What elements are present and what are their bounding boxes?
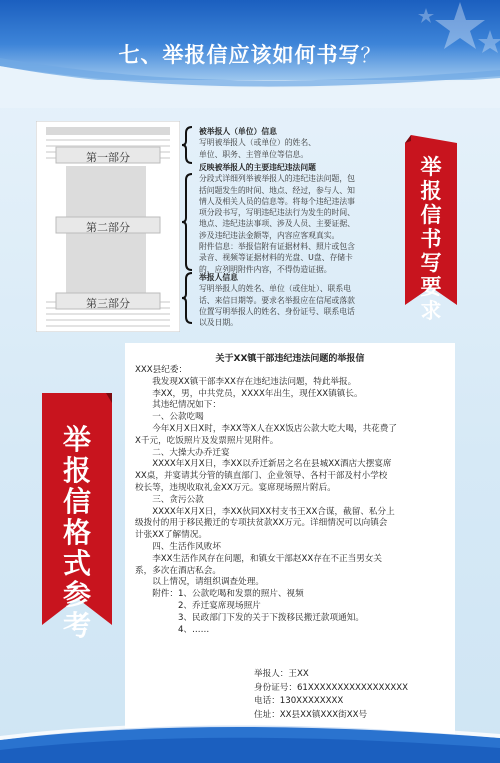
bracket-part-1	[182, 125, 196, 165]
part-label-1: 第一部分	[86, 151, 130, 164]
annotation-3-line: 以及日期。	[199, 318, 238, 328]
signature-line: 电话：130XXXXXXXX	[254, 696, 344, 706]
letter-line: 4、……	[135, 624, 210, 635]
annotation-1-line: 写明被举报人（或单位）的姓名、	[199, 138, 316, 148]
annotation-3-line: 写明举报人的姓名、单位（或住址）、联系电	[199, 284, 352, 294]
letter-line: 我发现XX镇干部李XX存在违纪违法问题，特此举报。	[135, 376, 357, 387]
page-title-text: 七、举报信应该如何书写	[118, 43, 361, 67]
letter-line: XXX县纪委：	[135, 365, 188, 375]
annotation-1-heading: 被举报人（单位）信息	[199, 127, 277, 136]
annotation-2-line: 地点、违纪违法事项、涉及人员、主要证据、	[199, 219, 355, 229]
letter-title: 关于XX镇干部违纪违法问题的举报信	[215, 354, 365, 364]
sample-letter	[125, 343, 455, 753]
annotation-3-heading: 举报人信息	[199, 273, 238, 282]
letter-line: XXXX年X月X日，李XX以乔迁新居之名在县城XX酒店大摆宴席	[135, 459, 392, 470]
annotation-2-line: 分段式详细列举被举报人的违纪违法问题，包	[199, 174, 355, 184]
letter-line: 四、生活作风败坏	[135, 541, 221, 552]
signature-line: 住址：XX县XX镇XXX街XX号	[254, 709, 368, 720]
page-title	[0, 39, 500, 69]
annotation-part-2	[199, 162, 355, 275]
part-label-3: 第三部分	[86, 297, 130, 310]
annotation-2-line: 情人及相关人员的信息等。将每个违纪违法事	[199, 196, 355, 206]
annotation-2-line: 括问题发生的时间、地点、经过，参与人、知	[199, 185, 355, 195]
letter-line: X千元，吃饭照片及发票照片见附件。	[135, 435, 279, 446]
letter-line: XXXX年X月X日，李XX伙同XX村支书王XX合谋，截留、私分上	[135, 506, 395, 517]
letter-line: 今年X月X日X时，李XX等X人在XX饭店公款大吃大喝，共花费了	[135, 423, 397, 434]
letter-line: XX桌，并宴请其分管的镇直部门、企业领导、各村干部及村小学校	[135, 471, 388, 482]
letter-line: 以上情况，请组织调查处理。	[135, 577, 264, 588]
letter-line: 李XX生活作风存在问题，和镇女干部赵XX存在不正当男女关	[135, 553, 382, 564]
annotation-part-3	[199, 272, 355, 328]
annotation-2-line: 项分段书写，写明违纪违法行为发生的时间、	[199, 208, 355, 218]
annotation-2-line: 的，应列明附件内容，不得伪造证据。	[199, 264, 332, 274]
ribbon-text-bottom: 举报信格式参考	[62, 423, 91, 642]
letter-line: 校长等，违规收取礼金XX万元。宴席现场照片附后。	[135, 482, 336, 493]
letter-line: 二、大操大办乔迁宴	[135, 447, 230, 458]
ribbon-text-top: 举报信书写要求	[420, 155, 442, 323]
annotation-1-line: 单位、职务、主管单位等信息。	[199, 149, 309, 159]
signature-line: 举报人：王XX	[254, 669, 309, 679]
annotation-3-line: 位置写明举报人的姓名、身份证号、联系电话	[199, 306, 355, 316]
letter-line: 3、民政部门下发的关于下拨移民搬迁款项通知。	[135, 612, 364, 623]
bracket-part-2	[182, 172, 196, 272]
part-label-2: 第二部分	[86, 221, 130, 234]
title-question-mark: ？	[360, 43, 382, 67]
annotation-2-heading: 反映被举报人的主要违纪违法问题	[199, 163, 316, 172]
letter-body	[135, 365, 450, 636]
annotation-2-line: 涉及违纪违法金额等，内容应客观真实。	[199, 230, 340, 240]
annotation-part-1	[199, 126, 316, 160]
letter-line: 系，多次在酒店私会。	[135, 565, 221, 576]
letter-line: 附件：1、公款吃喝和发票的照片、视频	[135, 589, 304, 600]
bracket-part-3	[182, 271, 196, 325]
letter-line: 一、公款吃喝	[135, 412, 204, 423]
footer-wave	[0, 700, 500, 763]
letter-line: 计张XX了解情况。	[135, 530, 207, 541]
letter-line: 2、乔迁宴席现场照片	[135, 600, 261, 611]
annotation-2-line: 录音、视频等证据材料的光盘、U盘、存储卡	[199, 253, 353, 263]
annotation-2-line: 附件信息：举报信附有证据材料、照片或包含	[199, 242, 355, 252]
annotation-3-line: 话、来信日期等。要求名举报应在信尾或落款	[199, 295, 355, 305]
letter-line: 其违纪情况如下：	[135, 400, 221, 411]
letter-line: 李XX，男，中共党员，XXXX年出生，现任XX镇镇长。	[135, 388, 363, 399]
signature-line: 身份证号：61XXXXXXXXXXXXXXXXX	[254, 682, 408, 693]
letter-line: 级拨付的用于移民搬迁的专项扶贫款XX万元。详细情况可以向镇会	[135, 518, 388, 529]
letter-line: 三、贪污公款	[135, 494, 204, 505]
